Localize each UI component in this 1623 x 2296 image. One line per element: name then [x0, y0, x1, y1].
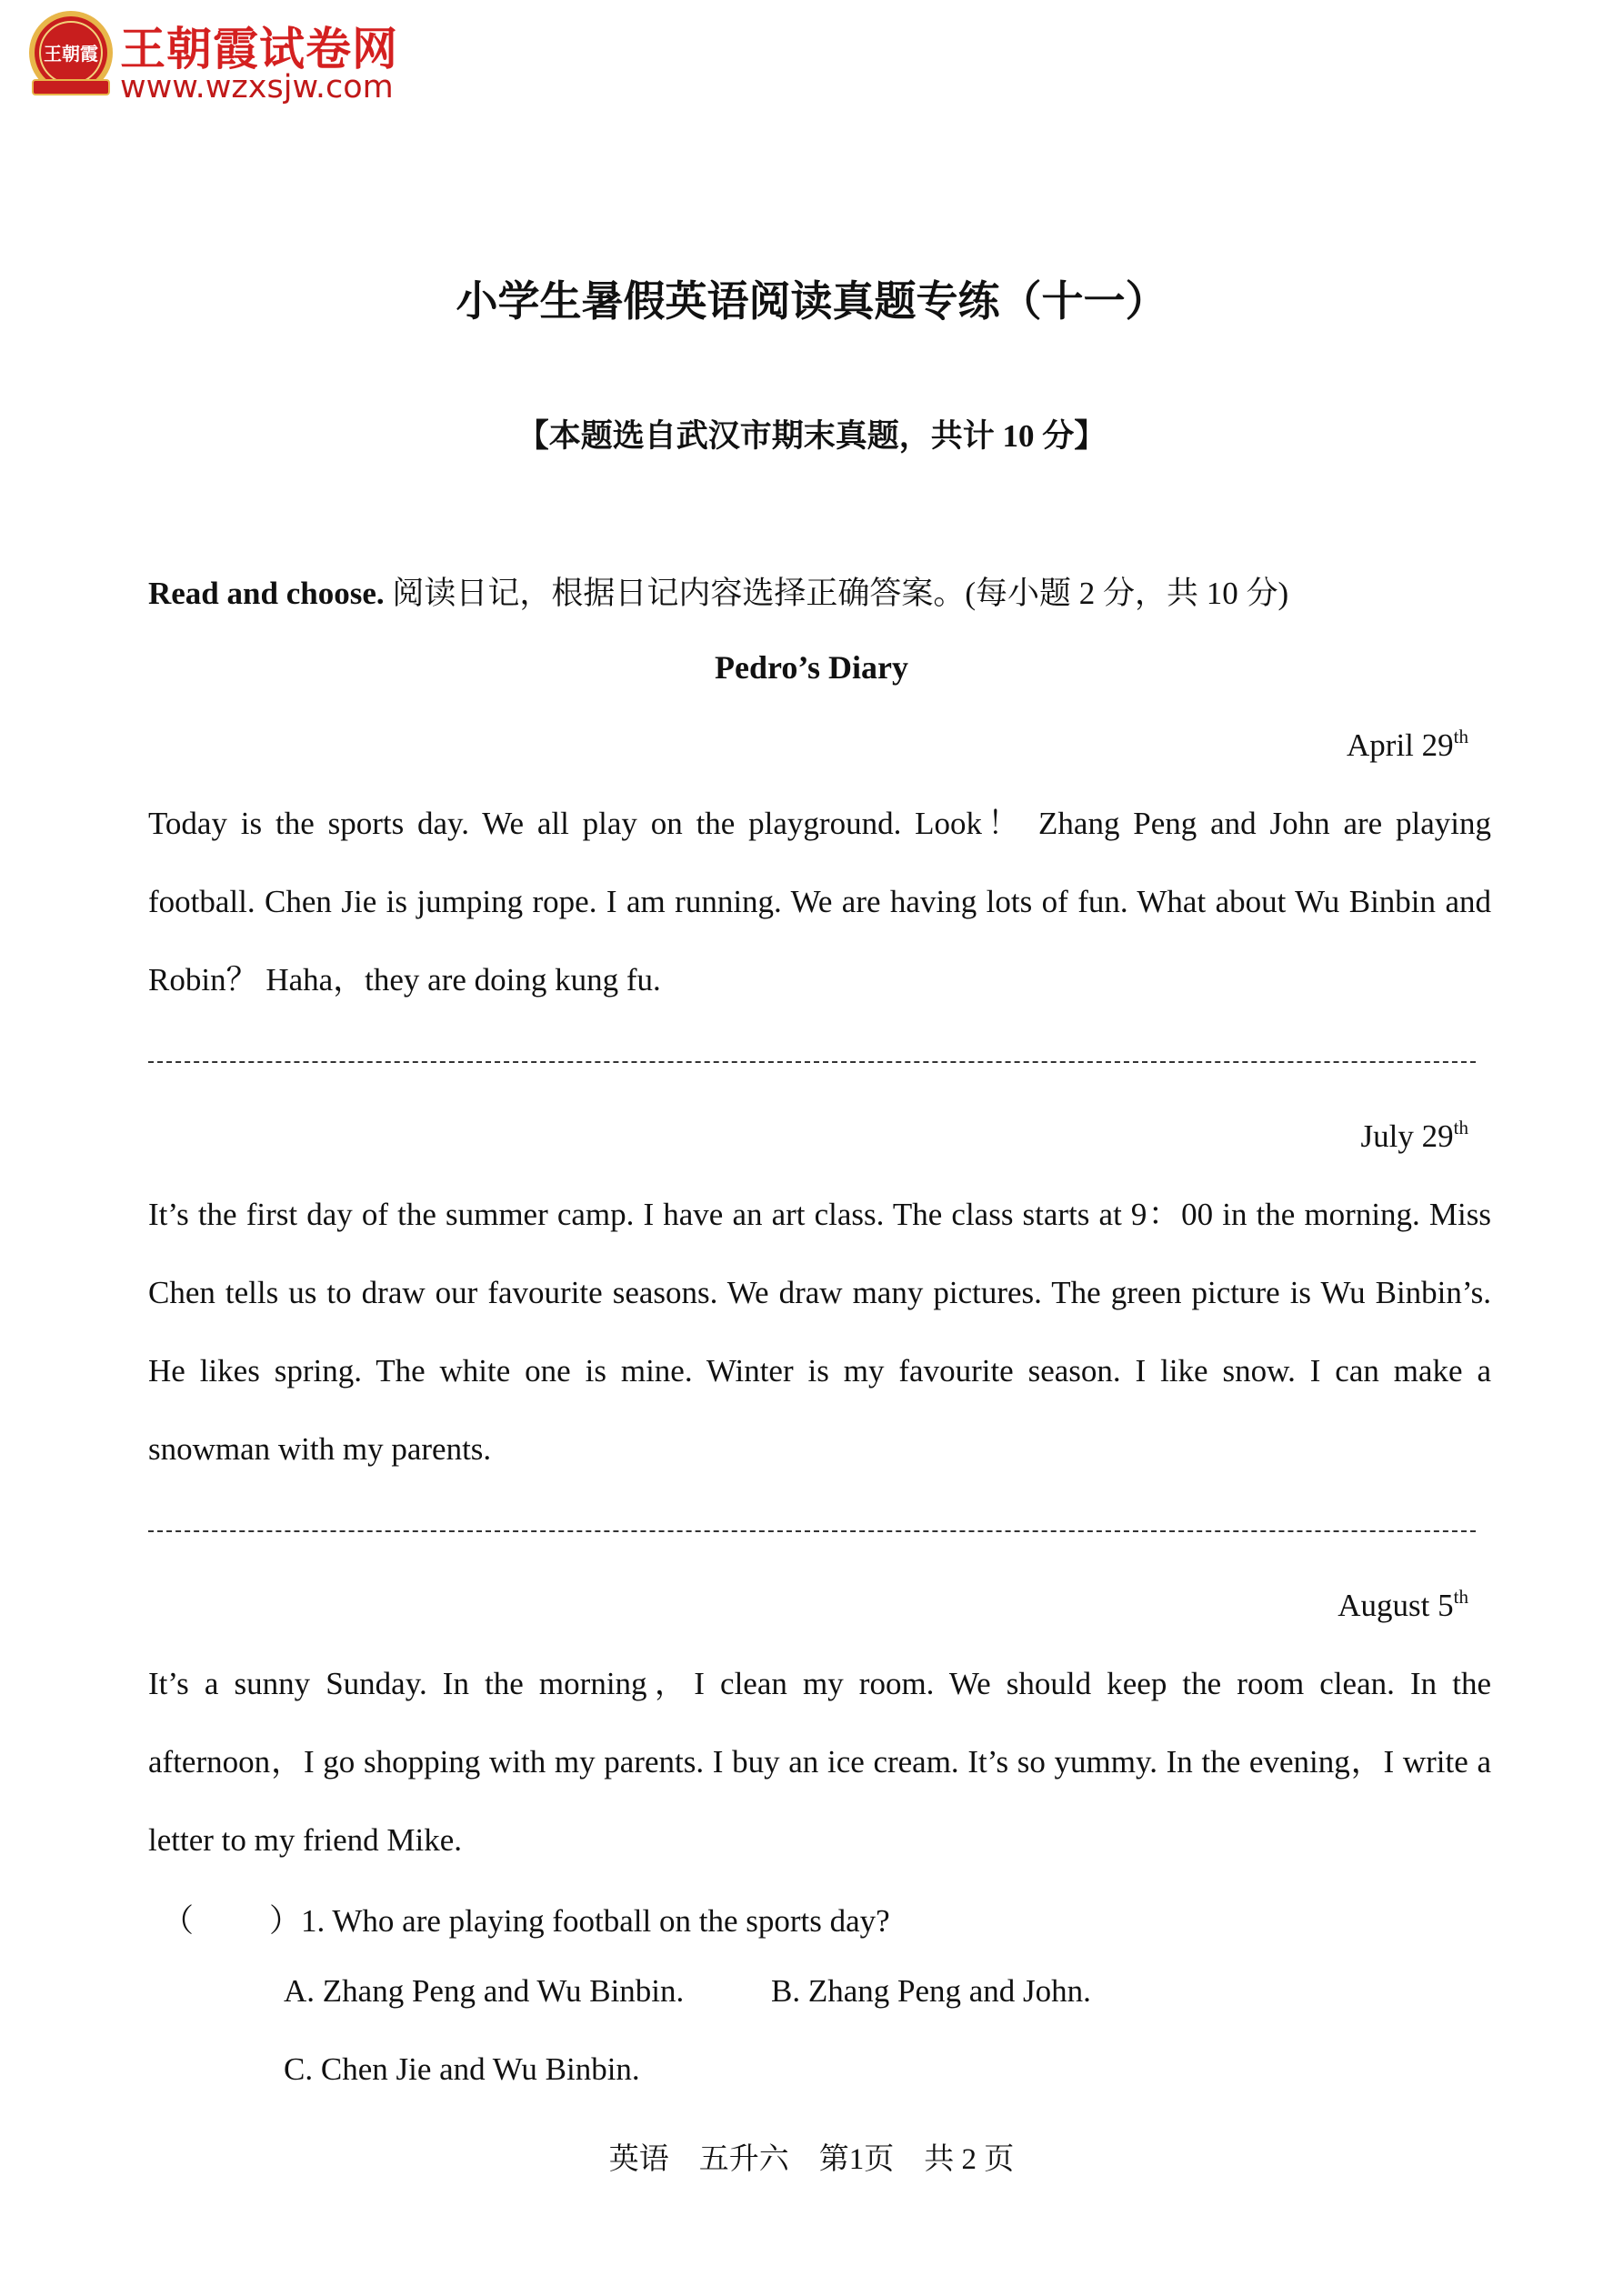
brand-url[interactable]: www.wzxsjw.com	[120, 69, 394, 105]
entry-date-1: April 29th	[1347, 726, 1468, 763]
entry-text-3: It’s a sunny Sunday. In the morning，I clean my room. We should keep the room clean. In the afternoon，I go shopping with my parents. I buy an ice cream. It’s so yummy. In the evening，I write a letter to my friend Mike.	[148, 1666, 1491, 1858]
seal-text: 王朝霞	[44, 43, 98, 65]
answer-blank[interactable]: （	[162, 1903, 195, 1939]
dashed-divider	[148, 1530, 1476, 1532]
site-logo	[25, 9, 407, 104]
instruction	[148, 568, 1288, 614]
entry-date-3: August 5th	[1337, 1586, 1468, 1623]
source-note: 【本题选自武汉市期末真题，共计 10 分】	[516, 418, 1107, 454]
option-a: A. Zhang Peng and Wu Binbin.	[284, 1973, 685, 2009]
entry-text-1: Today is the sports day. We all play on the playground. Look！ Zhang Peng and John are playing football. Chen Jie is jumping rope. I am running. We are having lots of fun. What about Wu Binbin and Robin？ Haha，they are doing kung fu.	[148, 806, 1491, 998]
entry-date-2: July 29th	[1360, 1117, 1468, 1154]
dashed-divider	[148, 1061, 1476, 1063]
option-c: C. Chen Jie and Wu Binbin.	[284, 2051, 640, 2087]
seal-icon	[25, 9, 116, 100]
instruction-bold: Read and choose.	[148, 576, 385, 611]
brand-name: 王朝霞试卷网	[120, 23, 398, 75]
diary-title: Pedro’s Diary	[715, 649, 908, 686]
instruction-text: 阅读日记，根据日记内容选择正确答案。(每小题 2 分，共 10 分)	[384, 576, 1289, 611]
option-b: B. Zhang Peng and John.	[771, 1973, 1091, 2009]
question-text: 1. Who are playing football on the sports day?	[301, 1903, 890, 1939]
entry-text-2: It’s the first day of the summer camp. I have an art class. The class starts at 9：00 in the morning. Miss Chen tells us to draw our favourite seasons. We draw many pictures. The green picture is Wu Binbin’s. He likes spring. The white one is mine. Winter is my favourite season. I like snow. I can make a snowman with my parents.	[148, 1197, 1491, 1467]
page-footer: 英语 五升六 第1页 共 2 页	[608, 2143, 1015, 2176]
question-1: （ ）1. Who are playing football on the sports day?	[162, 1896, 890, 1941]
page-title: 小学生暑假英语阅读真题专练（十一）	[456, 276, 1167, 326]
